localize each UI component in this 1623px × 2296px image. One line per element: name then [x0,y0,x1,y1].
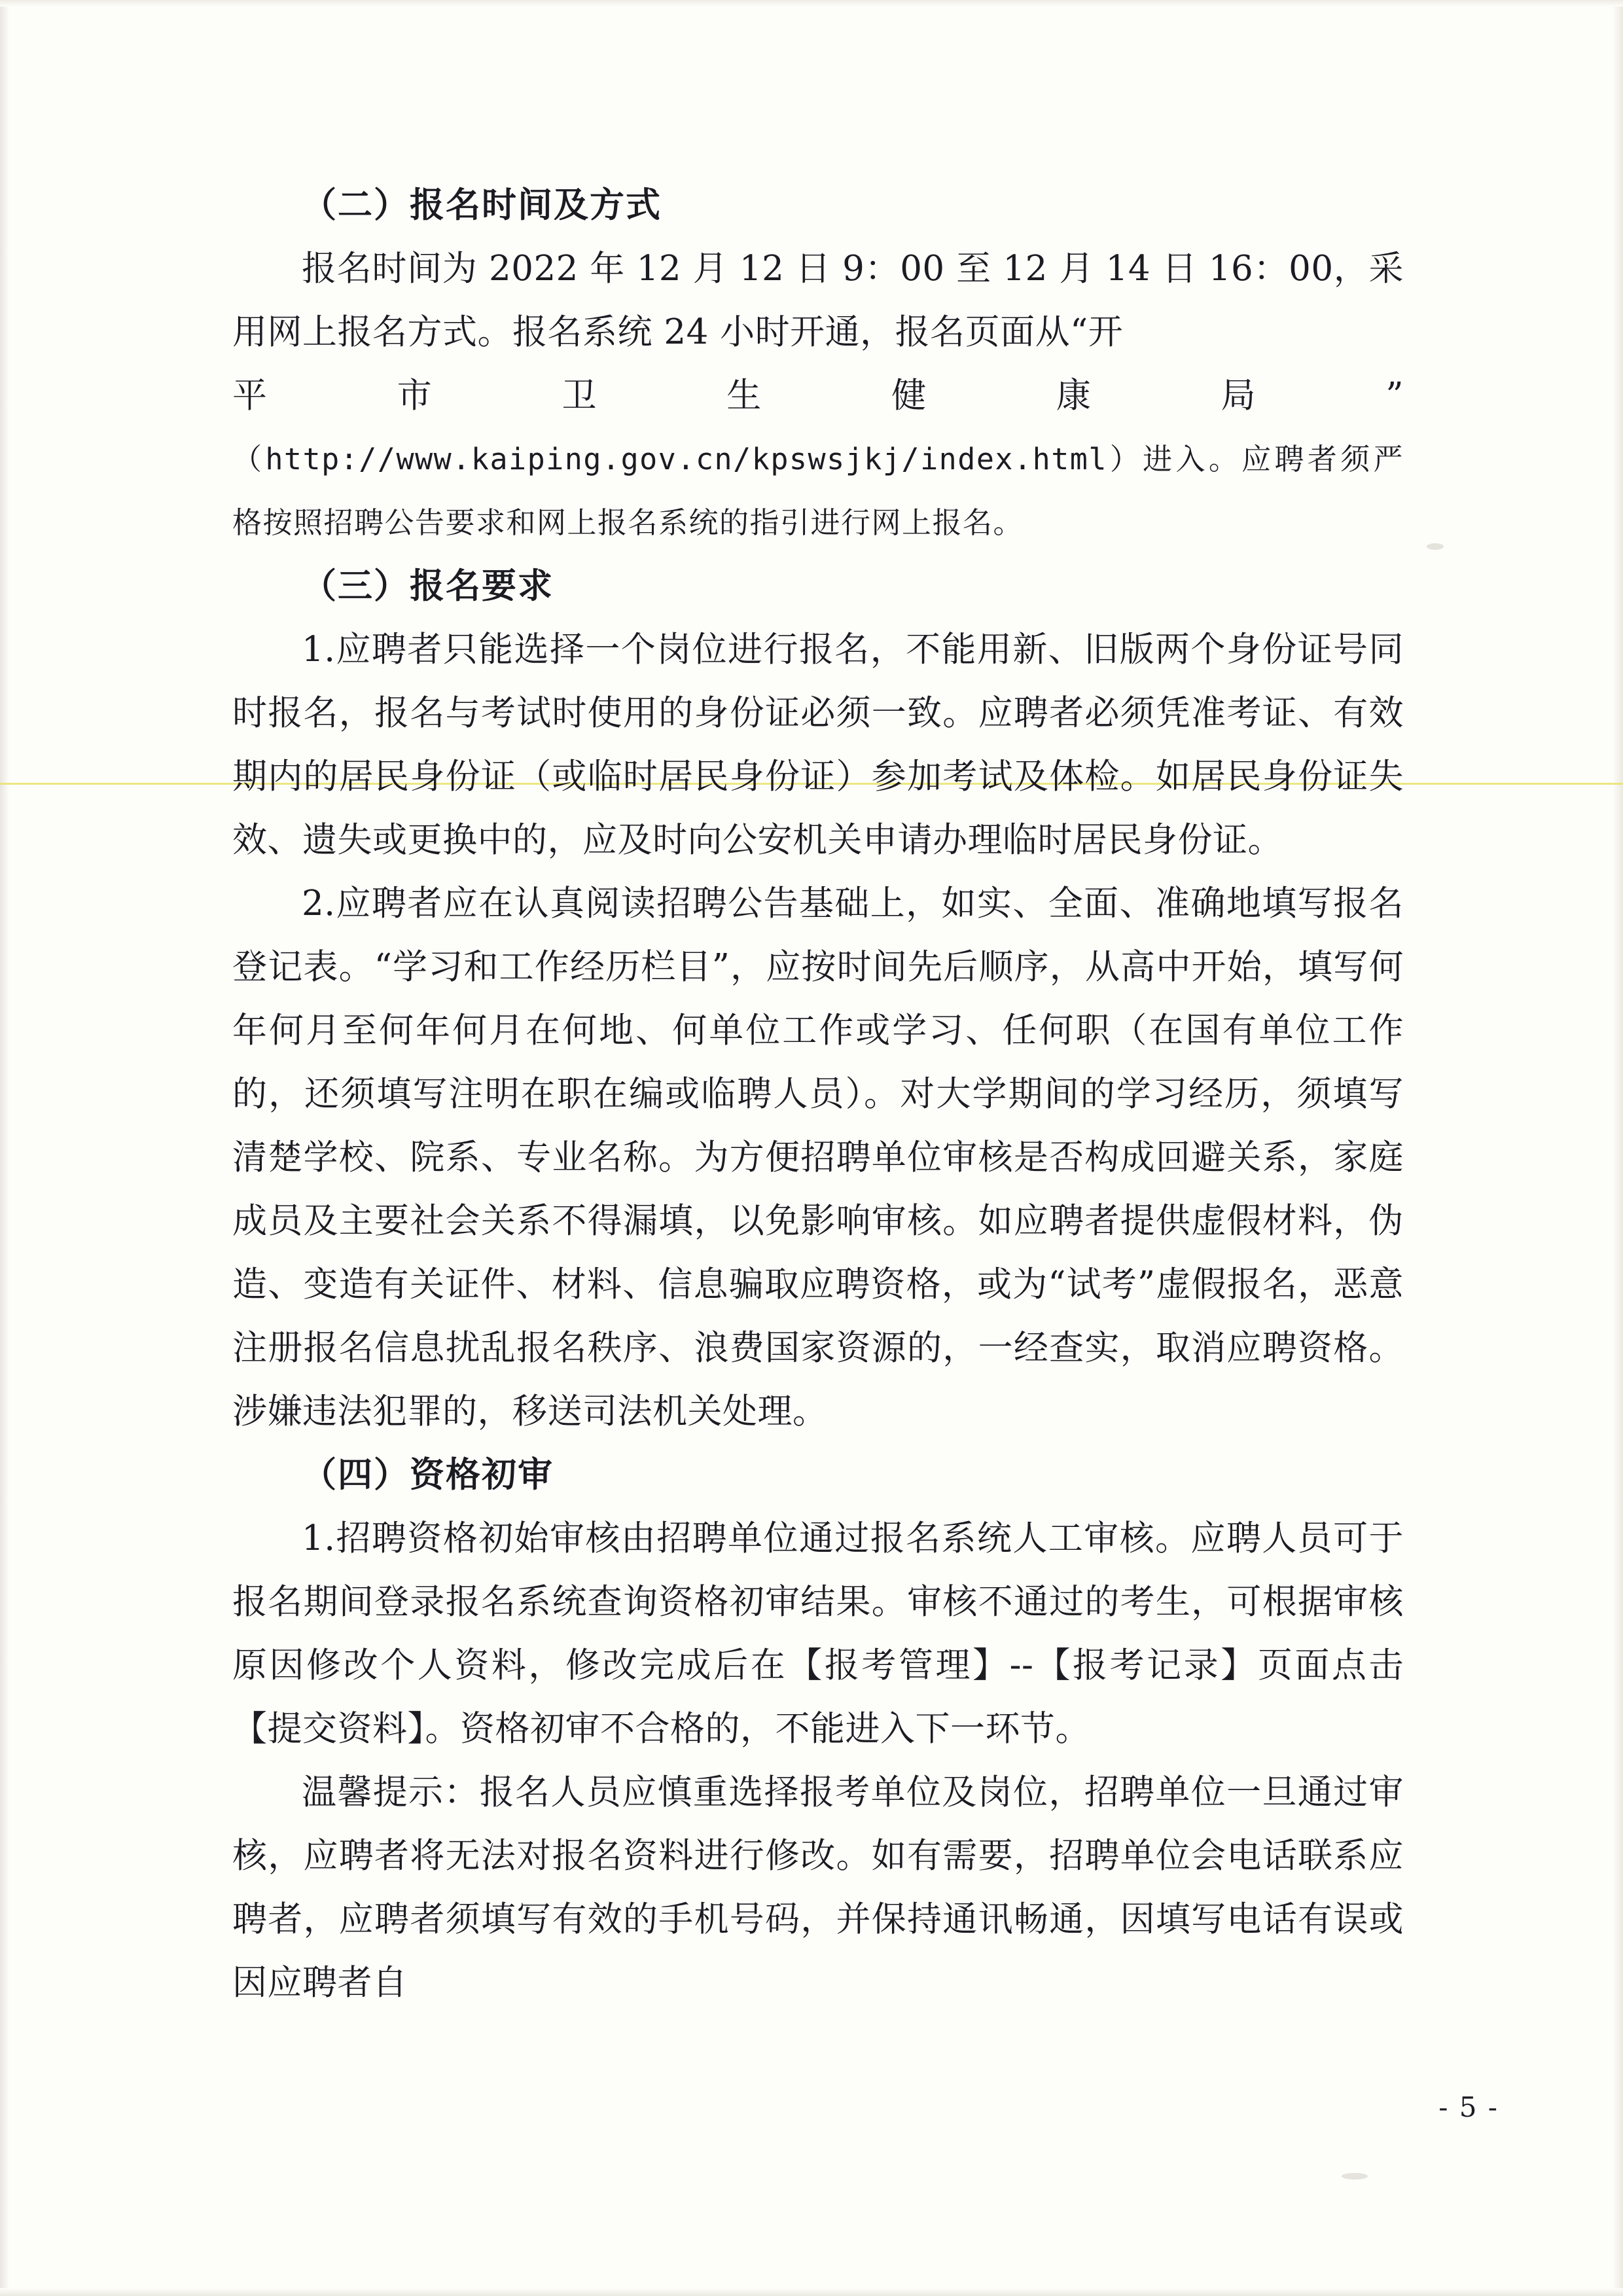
section-heading-2: （二）报名时间及方式 [302,185,662,225]
page-edge-left [0,0,9,2296]
page-edge-right [1613,0,1623,2296]
section-4-paragraph-1: 1.招聘资格初始审核由招聘单位通过报名系统人工审核。应聘人员可于报名期间登录报名系统查询资格初审结果。审核不通过的考生，可根据审核原因修改个人资料，修改完成后在【报考管理】--【报考记录】页面点击【提交资料】。资格初审不合格的，不能进入下一环节。 [232,1518,1404,1749]
section-2-paragraph-1: 报名时间为 2022 年 12 月 12 日 9：00 至 12 月 14 日 16：00，采用网上报名方式。报名系统 24 小时开通，报名页面从“开 [232,249,1404,352]
paper-smudge [1342,2173,1368,2179]
document-body [232,173,1404,2015]
section-heading-3: （三）报名要求 [302,565,554,606]
section-2-paragraph-3: （http://www.kaiping.gov.cn/kpswsjkj/index.html）进入。应聘者须严格按照招聘公告要求和网上报名系统的指引进行网上报名。 [232,442,1404,540]
section-3-paragraph-1: 1.应聘者只能选择一个岗位进行报名，不能用新、旧版两个身份证号同时报名，报名与考试时使用的身份证必须一致。应聘者必须凭准考证、有效期内的居民身份证（或临时居民身份证）参加考试及体检。如居民身份证失效、遗失或更换中的，应及时向公安机关申请办理临时居民身份证。 [232,630,1404,860]
section-2-paragraph-2: 平 市 卫 生 健 康 局 ” [232,376,1404,416]
paper-smudge [1427,543,1444,550]
page-edge-bottom [0,2288,1623,2296]
page-edge-top [0,0,1623,7]
section-4-paragraph-2: 温馨提示：报名人员应慎重选择报考单位及岗位，招聘单位一旦通过审核，应聘者将无法对报名资料进行修改。如有需要，招聘单位会电话联系应聘者，应聘者须填写有效的手机号码，并保持通讯畅通，因填写电话有误或因应聘者自 [232,1772,1404,2003]
page-number: - 5 - [1438,2091,1499,2123]
section-3-paragraph-2: 2.应聘者应在认真阅读招聘公告基础上，如实、全面、准确地填写报名登记表。“学习和工作经历栏目”，应按时间先后顺序，从高中开始，填写何年何月至何年何月在何地、何单位工作或学习、任何职（在国有单位工作的，还须填写注明在职在编或临聘人员）。对大学期间的学习经历，须填写清楚学校、院系、专业名称。为方便招聘单位审核是否构成回避关系，家庭成员及主要社会关系不得漏填，以免影响审核。如应聘者提供虚假材料，伪造、变造有关证件、材料、信息骗取应聘资格，或为“试考”虚假报名，恶意注册报名信息扰乱报名秩序、浪费国家资源的，一经查实，取消应聘资格。涉嫌违法犯罪的，移送司法机关处理。 [232,884,1404,1431]
section-heading-4: （四）资格初审 [302,1454,554,1495]
